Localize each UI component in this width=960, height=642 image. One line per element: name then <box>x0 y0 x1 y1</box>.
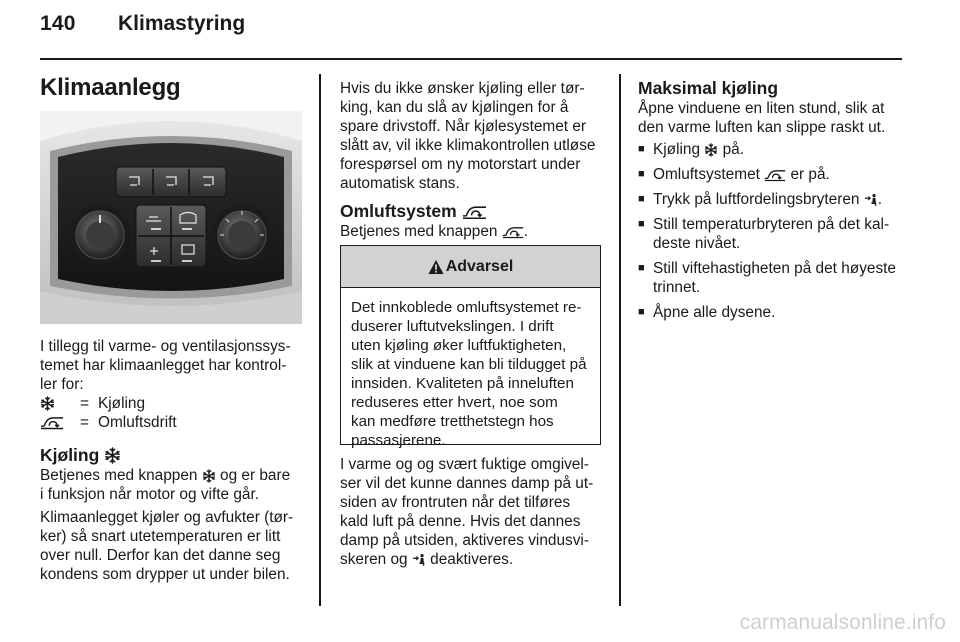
recirculation-icon <box>40 415 64 430</box>
page-number: 140 <box>40 12 76 35</box>
cooling-off-paragraph: Hvis du ikke ønsker kjøling eller tør- king, kan du slå av kjølingen for å spare drivstoff. Når kjølesystemet er slått av, vil ikke klimakontrollen utløse forespørsel om ny motorstart under automatisk stans. <box>340 80 596 192</box>
subheading-recirculation-text: Omluftsystem <box>340 201 457 221</box>
warning-header <box>341 246 600 288</box>
legend-row-cooling <box>40 394 310 413</box>
list-item <box>638 259 906 297</box>
recirculation-paragraph <box>340 222 612 241</box>
legend-label-cooling: Kjøling <box>98 395 146 412</box>
warning-text: Det innkoblede omluftsystemet re- duserer luftutvekslingen. I drift uten kjøling øker luftfuktigheten, slik at vinduene kan bli tildugget på innsiden. Kvaliteten på inneluften reduseres etter hvert, noe som kan medføre tretthetstegn hos passasjerene. <box>351 299 587 449</box>
cooling-p1-text-a: Betjenes med knappen <box>40 467 198 484</box>
bullet-square-icon: ■ <box>638 193 645 205</box>
recirculation-icon <box>764 168 786 182</box>
cooling-paragraph-2: Klimaanlegget kjøler og avfukter (tør- ker) så snart utetemperaturen er litt over null. Derfor kan det danne seg kondens som drypper ut under bilen. <box>40 509 294 583</box>
subheading-cooling-text: Kjøling <box>40 445 100 465</box>
bullet-square-icon: ■ <box>638 262 645 274</box>
chapter-title: Klimastyring <box>118 12 246 35</box>
list-item <box>638 303 906 322</box>
bullet-square-icon: ■ <box>638 218 645 230</box>
recirc-text-a: Betjenes med knappen <box>340 223 498 240</box>
max-cooling-intro: Åpne vinduene en liten stund, slik at den varme luften kan slippe raskt ut. <box>638 100 886 136</box>
recirculation-icon <box>502 225 524 239</box>
humidity-text-a: I varme og og svært fuktige omgivel- ser vil det kunne dannes damp på ut- siden av frontruten når det tilføres kald luft på denne. Hvis det dannes damp på utsiden, aktiveres vindusvi- skeren og <box>340 456 594 568</box>
step-text-b: på. <box>722 141 745 158</box>
warning-title: Advarsel <box>445 257 514 275</box>
step-text-a: Omluftsystemet <box>653 166 760 183</box>
snowflake-icon <box>704 143 718 157</box>
list-item <box>638 140 906 159</box>
step-text: Åpne alle dysene. <box>653 304 776 321</box>
max-cooling-steps <box>638 134 906 322</box>
list-item <box>638 165 906 184</box>
column-divider-left <box>319 74 321 606</box>
step-text-a: Trykk på luftfordelingsbryteren <box>653 191 860 208</box>
recirc-text-b: . <box>523 223 529 240</box>
symbol-legend <box>40 394 310 432</box>
subheading-max-cooling: Maksimal kjøling <box>638 78 779 98</box>
step-text-a: Kjøling <box>653 141 701 158</box>
snowflake-icon <box>202 469 216 483</box>
subheading-cooling <box>40 444 121 466</box>
step-text-b: . <box>877 191 882 208</box>
legend-label-recirculation: Omluftsdrift <box>98 414 177 431</box>
snowflake-icon <box>40 396 55 411</box>
warning-box <box>340 245 601 449</box>
snowflake-icon <box>104 447 121 464</box>
humidity-text-b: deaktiveres. <box>430 551 514 568</box>
step-text-b: er på. <box>790 166 830 183</box>
cooling-p1-text-b: og er bare i funksjon når motor og vifte går. <box>40 467 291 503</box>
climate-control-panel-photo <box>40 111 302 324</box>
list-item <box>638 215 906 253</box>
header-rule <box>40 58 902 60</box>
bullet-square-icon: ■ <box>638 143 645 155</box>
air-distribution-icon <box>864 193 878 207</box>
humidity-paragraph <box>340 455 612 569</box>
step-text: Still temperaturbryteren på det kal- deste nivået. <box>653 216 890 252</box>
list-item <box>638 190 906 209</box>
cooling-paragraph-1 <box>40 466 315 504</box>
step-text: Still viftehastigheten på det høyeste trinnet. <box>653 260 896 296</box>
climate-intro-paragraph: I tillegg til varme- og ventilasjonssys- temet har klimaanlegget har kontrol- ler for: <box>40 338 291 393</box>
legend-equals: = <box>80 395 89 412</box>
legend-row-recirculation <box>40 413 310 432</box>
legend-equals: = <box>80 414 89 431</box>
warning-triangle-icon <box>428 259 444 275</box>
watermark: carmanualsonline.info <box>739 611 946 634</box>
bullet-square-icon: ■ <box>638 168 645 180</box>
bullet-square-icon: ■ <box>638 306 645 318</box>
column-divider-right <box>619 74 621 606</box>
recirculation-icon <box>462 204 487 220</box>
section-heading-climate: Klimaanlegg <box>40 74 181 101</box>
air-distribution-icon <box>412 553 426 567</box>
subheading-recirculation <box>340 200 487 222</box>
